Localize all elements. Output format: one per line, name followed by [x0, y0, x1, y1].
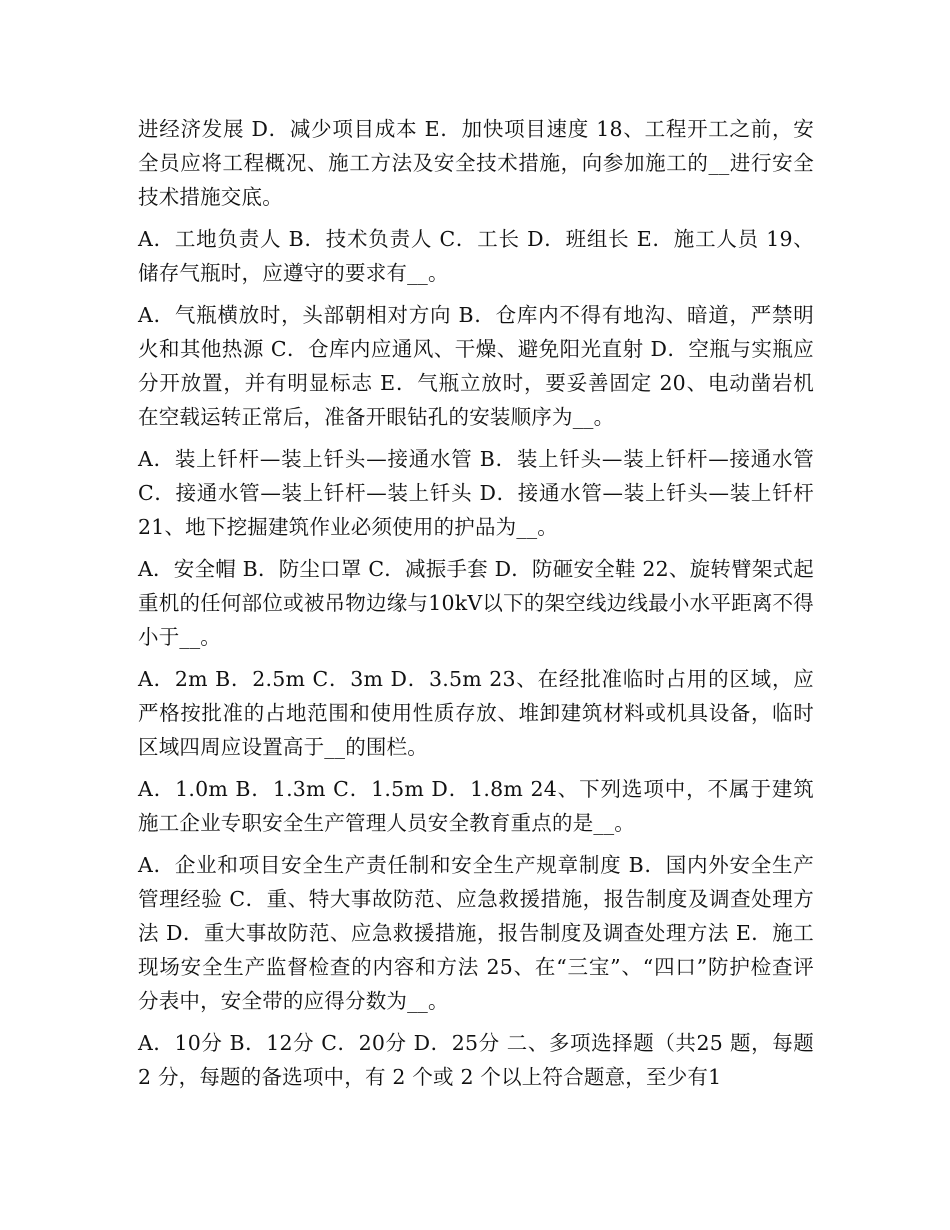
paragraph-q23-options: A．1.0m B．1.3m C．1.5m D．1.8m 24、下列选项中，不属于建筑施工企业专职安全生产管理人员安全教育重点的是__。 — [138, 777, 814, 835]
paragraph-q20-options: A．装上钎杆—装上钎头—接通水管 B．装上钎头—装上钎杆—接通水管 C．接通水管—装上钎杆—装上钎头 D．接通水管—装上钎头—装上钎杆 21、地下挖掘建筑作业必须使用的护品为__。 — [138, 447, 814, 539]
paragraph-q18-options: A．工地负责人 B．技术负责人 C．工长 D．班组长 E．施工人员 19、储存气瓶时，应遵守的要求有__。 — [138, 227, 814, 285]
paragraph-q18-cont: 进经济发展 D．减少项目成本 E．加快项目速度 18、工程开工之前，安全员应将工程概况、施工方法及安全技术措施，向参加施工的__进行安全技术措施交底。 — [138, 117, 814, 209]
paragraph-q21-options: A．安全帽 B．防尘口罩 C．减振手套 D．防砸安全鞋 22、旋转臂架式起重机的任何部位或被吊物边缘与10kV以下的架空线边线最小水平距离不得小于__。 — [138, 557, 814, 649]
paragraph-q19-options: A．气瓶横放时，头部朝相对方向 B．仓库内不得有地沟、暗道，严禁明火和其他热源 C．仓库内应通风、干燥、避免阳光直射 D．空瓶与实瓶应分开放置，并有明显标志 E．气瓶立放时，要妥善固定 20、电动凿岩机在空载运转正常后，准备开眼钻孔的安装顺序为__。 — [138, 303, 814, 429]
paragraph-q24-options: A．企业和项目安全生产责任制和安全生产规章制度 B．国内外安全生产管理经验 C．重、特大事故防范、应急救援措施，报告制度及调查处理方法 D．重大事故防范、应急救援措施，报告制度及调查处理方法 E．施工现场安全生产监督检查的内容和方法 25、在“三宝”、“四口”防护检查评分表中，安全带的应得分数为__。 — [138, 853, 814, 1013]
paragraph-q22-options: A．2m B．2.5m C．3m D．3.5m 23、在经批准临时占用的区域，应严格按批准的占地范围和使用性质存放、堆卸建筑材料或机具设备，临时区域四周应设置高于__的围栏。 — [138, 667, 814, 759]
document-body — [138, 112, 814, 1102]
paragraph-q25-options: A．10分 B．12分 C．20分 D．25分 二、多项选择题（共25 题，每题 2 分，每题的备选项中，有 2 个或 2 个以上符合题意，至少有1 — [138, 1031, 814, 1089]
